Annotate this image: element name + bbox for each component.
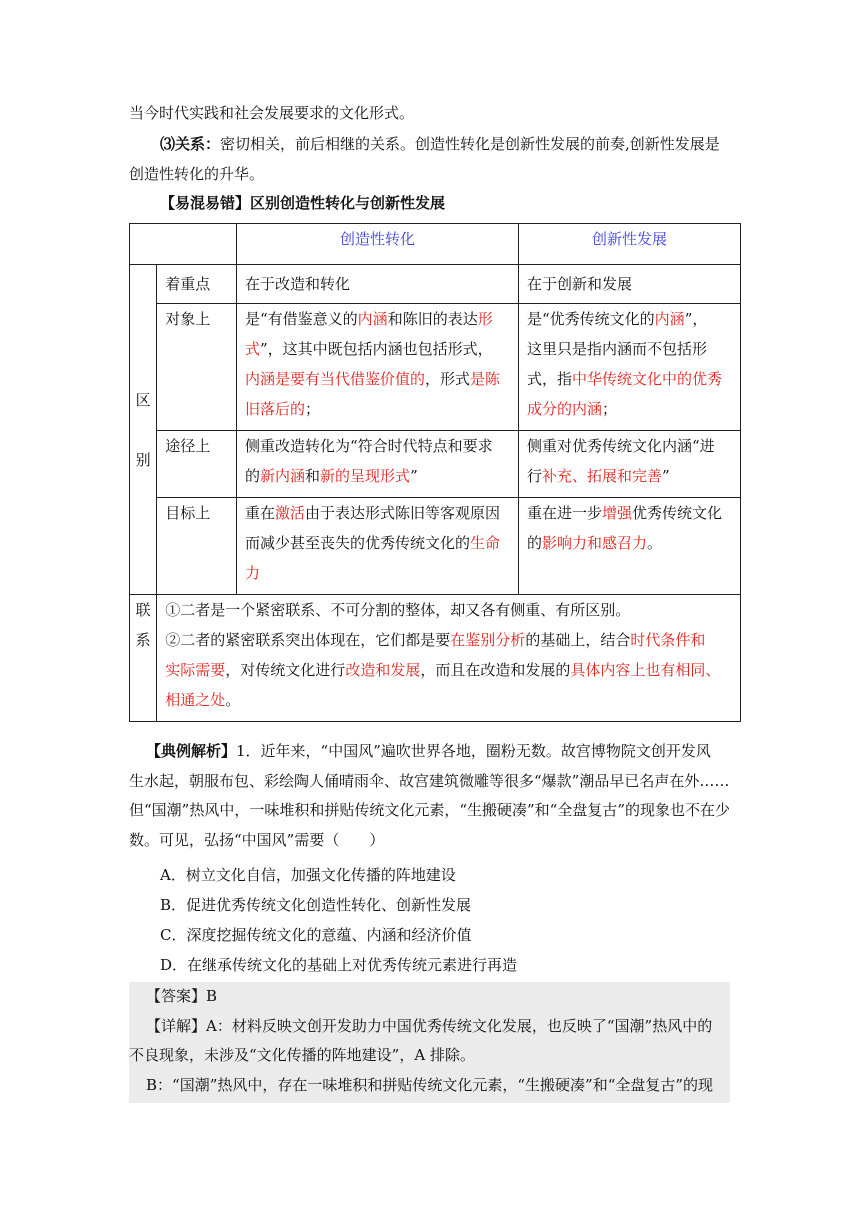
table-row (130, 595, 741, 722)
comparison-table (129, 223, 741, 722)
heading-text: 区别创造性转化与创新性发展 (250, 194, 446, 212)
link-content: ①二者是一个紧密联系、不可分割的整体，却又各有侧重、有所区别。 ②二者的紧密联系突出体现在，它们都是要在鉴别分析的基础上，结合时代条件和 实际需要，对传统文化进行改造和发展，而且在改造和发展的具体内容上也有相同、 相通之处。 (157, 595, 741, 722)
aspect-path: 途径上 (157, 431, 237, 498)
example-question-line: 【典例解析】1．近年来，“中国风”遍吹世界各地，圈粉无数。故宫博物院文创开发风 (146, 742, 711, 760)
detail-line: 【详解】A：材料反映文创开发助力中国优秀传统文化发展，也反映了“国潮”热风中的 (146, 1017, 713, 1035)
option-d: D．在继承传统文化的基础上对优秀传统元素进行再造 (160, 956, 518, 974)
path-b: 侧重对优秀传统文化内涵“进 行补充、拓展和完善” (519, 431, 741, 498)
example-question-line: 但“国潮”热风中，一味堆积和拼贴传统文化元素，“生搬硬凑”和“全盘复古”的现象也不在少 (129, 801, 731, 819)
table-row (130, 431, 741, 498)
focus-b: 在于创新和发展 (519, 265, 741, 304)
relation-paragraph (160, 134, 720, 154)
option-b: B．促进优秀传统文化创造性转化、创新性发展 (160, 896, 472, 914)
goal-a: 重在激活由于表达形式陈旧等客观原因 而减少甚至丧失的优秀传统文化的生命 力 (237, 498, 519, 595)
aspect-goal: 目标上 (157, 498, 237, 595)
table-header-row (130, 224, 741, 265)
diff-label-cell: 区 别 (130, 265, 157, 595)
example-tag: 【典例解析】 (146, 742, 237, 760)
easy-mistake-heading (160, 193, 445, 213)
option-c: C．深度挖掘传统文化的意蕴、内涵和经济价值 (160, 926, 472, 944)
relation-text: 密切相关，前后相继的关系。创造性转化是创新性发展的前奏,创新性发展是 (220, 135, 720, 153)
object-a: 是“有借鉴意义的内涵和陈旧的表达形 式”，这其中既包括内涵也包括形式， 内涵是要有当代借鉴价值的，形式是陈 旧落后的； (237, 304, 519, 431)
table-row (130, 498, 741, 595)
link-label-cell: 联 系 (130, 595, 157, 722)
table-row (130, 304, 741, 431)
aspect-object: 对象上 (157, 304, 237, 431)
focus-a: 在于改造和转化 (237, 265, 519, 304)
goal-b: 重在进一步增强优秀传统文化 的影响力和感召力。 (519, 498, 741, 595)
table-row (130, 265, 741, 304)
option-a: A．树立文化自信，加强文化传播的阵地建设 (160, 866, 456, 884)
relation-paragraph-cont: 创造性转化的升华。 (129, 165, 265, 183)
relation-label: ⑶关系： (160, 135, 221, 153)
detail-line: 不良现象，未涉及“文化传播的阵地建设”，A 排除。 (129, 1046, 475, 1064)
answer-line: 【答案】B (146, 987, 218, 1005)
header-creative-transformation: 创造性转化 (237, 224, 519, 265)
heading-tag: 【易混易错】 (160, 194, 251, 212)
detail-line: B：“国潮”热风中，存在一味堆积和拼贴传统文化元素，“生搬硬凑”和“全盘复古”的现 (146, 1076, 714, 1094)
example-question-line: 数。可见，弘扬“中国风”需要（ ） (129, 831, 385, 849)
path-a: 侧重改造转化为“符合时代特点和要求 的新内涵和新的呈现形式” (237, 431, 519, 498)
header-innovative-development: 创新性发展 (519, 224, 741, 265)
header-empty-cell (130, 224, 237, 265)
example-question-line: 生水起，朝服布包、彩绘陶人俑晴雨伞、故宫建筑微雕等很多“爆款”潮品早已名声在外…… (129, 772, 730, 790)
object-b: 是“优秀传统文化的内涵”， 这里只是指内涵而不包括形 式，指中华传统文化中的优秀 成分的内涵； (519, 304, 741, 431)
aspect-focus: 着重点 (157, 265, 237, 304)
intro-line: 当今时代实践和社会发展要求的文化形式。 (129, 104, 415, 122)
